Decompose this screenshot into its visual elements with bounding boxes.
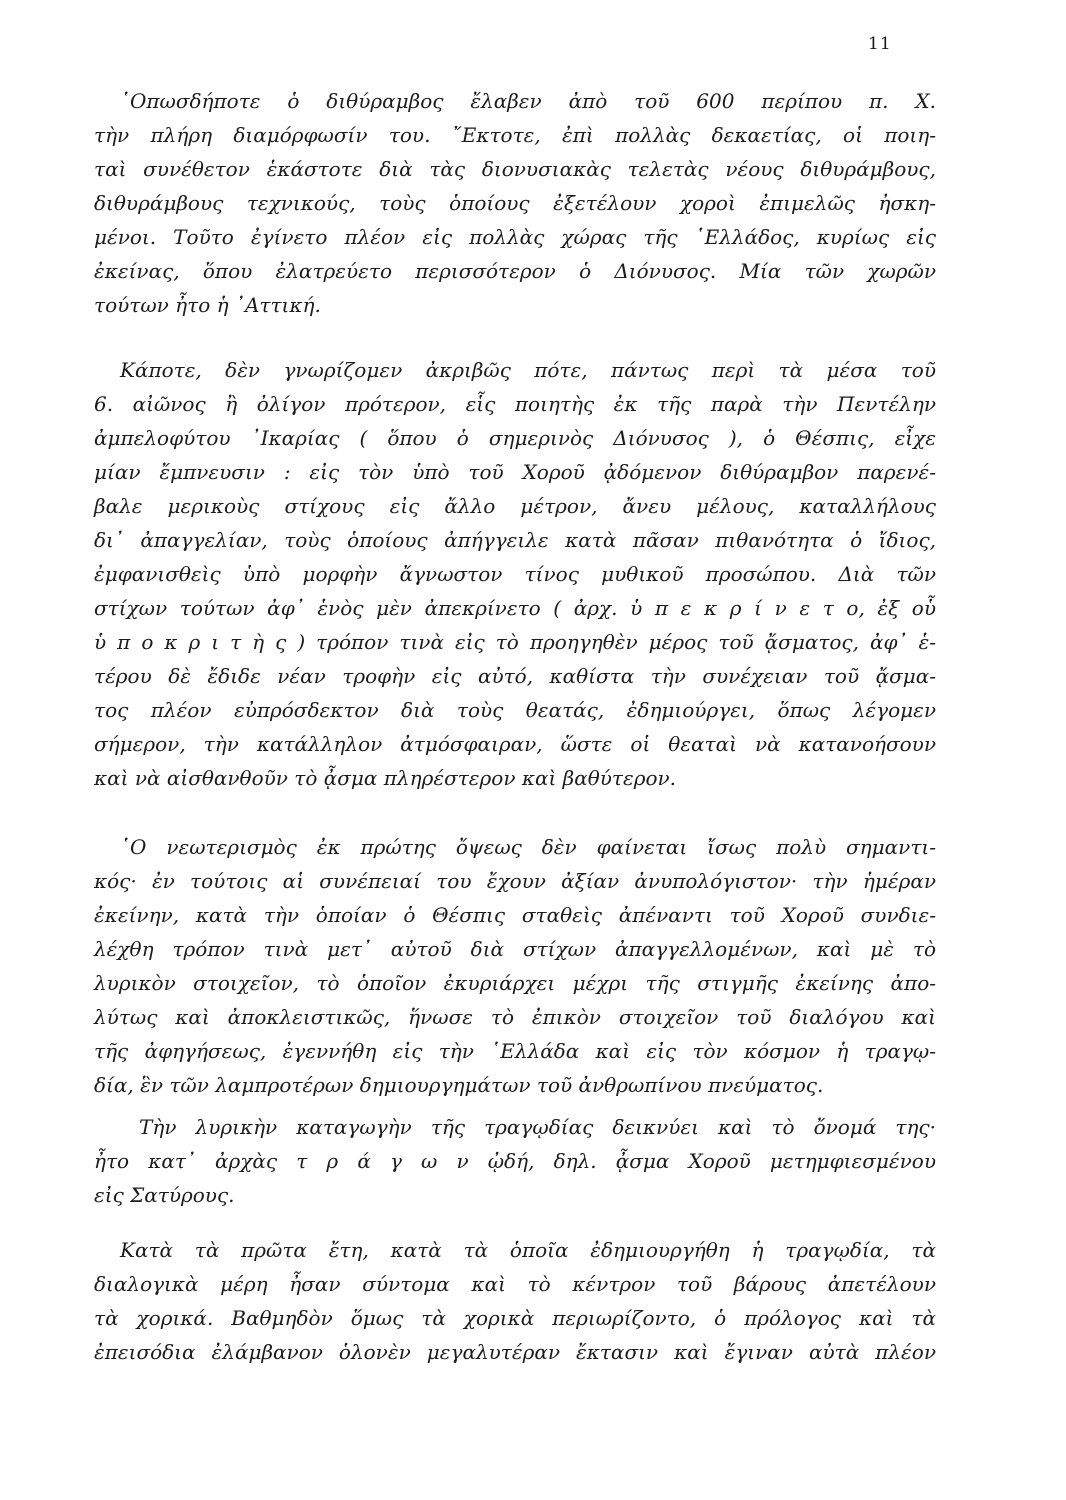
page-number: 11 bbox=[868, 34, 892, 54]
text-line: τούτων ἦτο ἡ ᾿Αττική. bbox=[94, 293, 321, 317]
paragraph-4 bbox=[94, 1110, 936, 1212]
text-line: ἀμπελοφύτου ᾿Ικαρίας ( ὅπου ὁ σημερινὸς Διόνυσος ), ὁ Θέσπις, εἶχε bbox=[94, 426, 936, 450]
text-line: δία, ἓν τῶν λαμπροτέρων δημιουργημάτων τοῦ ἀνθρωπίνου πνεύματος. bbox=[94, 1073, 824, 1097]
text-line: λέχθη τρόπον τινὰ μετ᾿ αὐτοῦ διὰ στίχων ἀπαγγελλομένων, καὶ μὲ τὸ bbox=[94, 937, 936, 961]
text-line: ἐκείνας, ὅπου ἐλατρεύετο περισσότερον ὁ Διόνυσος. Μία τῶν χωρῶν bbox=[94, 259, 936, 283]
text-line: ἐπεισόδια ἐλάμβανον ὁλονὲν μεγαλυτέραν ἔκτασιν καὶ ἔγιναν αὐτὰ πλέον bbox=[94, 1340, 936, 1364]
text-line: Κάποτε, δὲν γνωρίζομεν ἀκριβῶς πότε, πάντως περὶ τὰ μέσα τοῦ bbox=[120, 358, 936, 382]
text-line: ῾Οπωσδήποτε ὁ διθύραμβος ἔλαβεν ἀπὸ τοῦ 600 περίπου π. Χ. bbox=[120, 89, 936, 113]
text-line: ἐμφανισθεὶς ὑπὸ μορφὴν ἄγνωστον τίνος μυθικοῦ προσώπου. Διὰ τῶν bbox=[94, 562, 936, 586]
text-line: ὑ π ο κ ρ ι τ ὴ ς ) τρόπον τινὰ εἰς τὸ προηγηθὲν μέρος τοῦ ᾄσματος, ἀφ᾿ ἑ- bbox=[94, 630, 936, 654]
text-line: διθυράμβους τεχνικούς, τοὺς ὁποίους ἐξετέλουν χοροὶ ἐπιμελῶς ἠσκη- bbox=[94, 191, 936, 215]
paragraph-1 bbox=[94, 84, 936, 322]
text-line: διαλογικὰ μέρη ἦσαν σύντομα καὶ τὸ κέντρον τοῦ βάρους ἀπετέλουν bbox=[94, 1272, 936, 1296]
text-line: ταὶ συνέθετον ἑκάστοτε διὰ τὰς διονυσιακὰς τελετὰς νέους διθυράμβους, bbox=[94, 157, 936, 181]
text-line: Τὴν λυρικὴν καταγωγὴν τῆς τραγῳδίας δεικνύει καὶ τὸ ὄνομά της· bbox=[139, 1115, 936, 1139]
text-line: μένοι. Τοῦτο ἐγίνετο πλέον εἰς πολλὰς χώρας τῆς ῾Ελλάδος, κυρίως εἰς bbox=[94, 225, 936, 249]
text-line: 6. αἰῶνος ἢ ὀλίγον πρότερον, εἷς ποιητὴς ἐκ τῆς παρὰ τὴν Πεντέλην bbox=[94, 392, 936, 416]
text-line: ῾Ο νεωτερισμὸς ἐκ πρώτης ὄψεως δὲν φαίνεται ἴσως πολὺ σημαντι- bbox=[120, 835, 936, 859]
paragraph-3 bbox=[94, 830, 936, 1102]
text-line: στίχων τούτων ἀφ᾿ ἑνὸς μὲν ἀπεκρίνετο ( ἀρχ. ὑ π ε κ ρ ί ν ε τ ο, ἐξ οὗ bbox=[94, 596, 936, 620]
text-line: τος πλέον εὐπρόσδεκτον διὰ τοὺς θεατάς, ἐδημιούργει, ὅπως λέγομεν bbox=[94, 698, 936, 722]
text-line: τέρου δὲ ἔδιδε νέαν τροφὴν εἰς αὐτό, καθίστα τὴν συνέχειαν τοῦ ᾄσμα- bbox=[94, 664, 936, 688]
text-line: λύτως καὶ ἀποκλειστικῶς, ἥνωσε τὸ ἐπικὸν στοιχεῖον τοῦ διαλόγου καὶ bbox=[94, 1005, 936, 1029]
text-line: λυρικὸν στοιχεῖον, τὸ ὁποῖον ἐκυριάρχει μέχρι τῆς στιγμῆς ἐκείνης ἀπο- bbox=[94, 971, 936, 995]
text-line: ἐκείνην, κατὰ τὴν ὁποίαν ὁ Θέσπις σταθεὶς ἀπέναντι τοῦ Χοροῦ συνδιε- bbox=[94, 903, 936, 927]
text-line: Κατὰ τὰ πρῶτα ἔτη, κατὰ τὰ ὁποῖα ἐδημιουργήθη ἡ τραγῳδία, τὰ bbox=[120, 1238, 936, 1262]
text-line: μίαν ἔμπνευσιν : εἰς τὸν ὑπὸ τοῦ Χοροῦ ᾀδόμενον διθύραμβον παρενέ- bbox=[94, 460, 936, 484]
text-line: βαλε μερικοὺς στίχους εἰς ἄλλο μέτρον, ἄνευ μέλους, καταλλήλους bbox=[94, 494, 936, 518]
text-line: κός· ἐν τούτοις αἱ συνέπειαί του ἔχουν ἀξίαν ἀνυπολόγιστον· τὴν ἡμέραν bbox=[94, 869, 936, 893]
text-line: τὴν πλήρη διαμόρφωσίν του. ῎Εκτοτε, ἐπὶ πολλὰς δεκαετίας, οἱ ποιη- bbox=[94, 123, 936, 147]
paragraph-5 bbox=[94, 1233, 936, 1369]
text-line: τὰ χορικά. Βαθμηδὸν ὅμως τὰ χορικὰ περιωρίζοντο, ὁ πρόλογος καὶ τὰ bbox=[94, 1306, 936, 1330]
text-line: δι᾿ ἀπαγγελίαν, τοὺς ὁποίους ἀπήγγειλε κατὰ πᾶσαν πιθανότητα ὁ ἴδιος, bbox=[94, 528, 936, 552]
text-line: τῆς ἀφηγήσεως, ἐγεννήθη εἰς τὴν ῾Ελλάδα καὶ εἰς τὸν κόσμον ἡ τραγῳ- bbox=[94, 1039, 936, 1063]
paragraph-2 bbox=[94, 353, 936, 795]
text-line: εἰς Σατύρους. bbox=[94, 1183, 235, 1207]
text-line: καὶ νὰ αἰσθανθοῦν τὸ ᾆσμα πληρέστερον καὶ βαθύτερον. bbox=[94, 766, 677, 790]
text-line: σήμερον, τὴν κατάλληλον ἀτμόσφαιραν, ὥστε οἱ θεαταὶ νὰ κατανοήσουν bbox=[94, 732, 936, 756]
text-line: ἦτο κατ᾿ ἀρχὰς τ ρ ά γ ω ν ᾠδή, δηλ. ᾆσμα Χοροῦ μετημφιεσμένου bbox=[94, 1149, 936, 1173]
